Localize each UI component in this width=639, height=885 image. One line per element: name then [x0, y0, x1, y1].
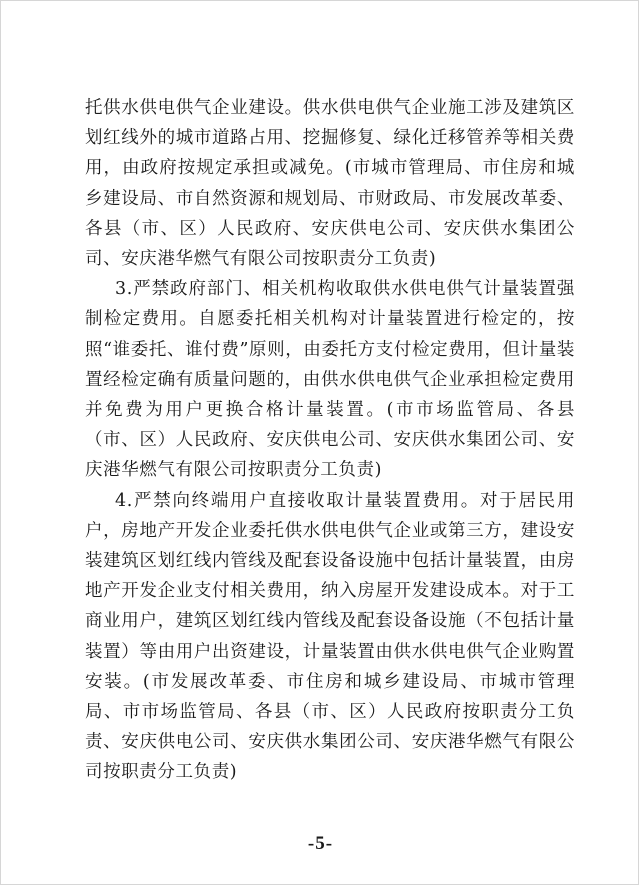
document-body — [85, 93, 575, 788]
page-number: -5- — [307, 833, 334, 854]
paragraph-item-3: 3.严禁政府部门、相关机构收取供水供电供气计量装置强制检定费用。自愿委托相关机构对计量装置进行检定的，按照“谁委托、谁付费”原则，由委托方支付检定费用，但计量装置经检定确有质量问题的，由供水供电供气企业承担检定费用并免费为用户更换合格计量装置。(市市场监管局、各县（市、区）人民政府、安庆供电公司、安庆供水集团公司、安庆港华燃气有限公司按职责分工负责) — [85, 279, 575, 481]
paragraph-item-4: 4.严禁向终端用户直接收取计量装置费用。对于居民用户，房地产开发企业委托供水供电供气企业或第三方，建设安装建筑区划红线内管线及配套设备设施中包括计量装置，由房地产开发企业支付相关费用，纳入房屋开发建设成本。对于工商业用户，建筑区划红线内管线及配套设备设施（不包括计量装置）等由用户出资建设，计量装置由供水供电供气企业购置安装。(市发展改革委、市住房和城乡建设局、市城市管理局、市市场监管局、各县（市、区）人民政府按职责分工负责、安庆供电公司、安庆供水集团公司、安庆港华燃气有限公司按职责分工负责) — [85, 490, 575, 783]
paragraph-continuation: 托供水供电供气企业建设。供水供电供气企业施工涉及建筑区划红线外的城市道路占用、挖掘修复、绿化迁移管养等相关费用，由政府按规定承担或减免。(市城市管理局、市住房和城乡建设局、市自然资源和规划局、市财政局、市发展改革委、各县（市、区）人民政府、安庆供电公司、安庆供水集团公司、安庆港华燃气有限公司按职责分工负责) — [85, 98, 575, 270]
